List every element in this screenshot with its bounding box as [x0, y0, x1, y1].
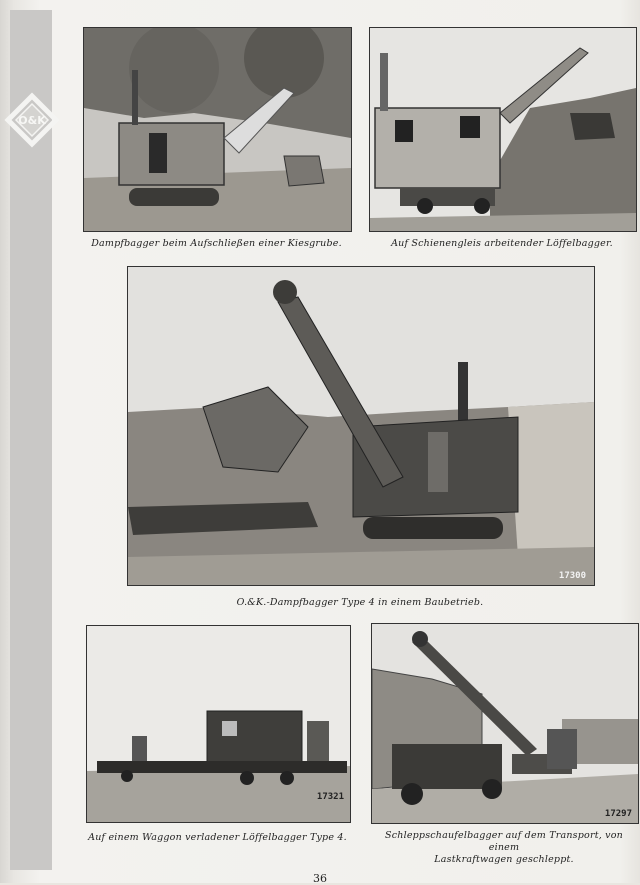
photo-steam-excavator-gravel-pit — [83, 27, 352, 232]
photo-1-image — [84, 28, 351, 231]
ok-diamond-logo-icon — [2, 90, 62, 150]
photo-5-image — [372, 624, 638, 823]
caption-photo-5-line2: Lastkraftwagen geschleppt. — [434, 854, 574, 865]
photo-5-plate-number: 17297 — [604, 809, 632, 819]
photo-4-plate-number: 17321 — [316, 792, 344, 802]
caption-photo-5 — [371, 830, 637, 866]
photo-4-image — [87, 626, 350, 822]
page-number: 36 — [313, 872, 327, 885]
photo-3-image — [128, 267, 594, 585]
photo-rail-shovel-excavator — [369, 27, 637, 232]
svg-text:O&K: O&K — [18, 114, 46, 127]
photo-3-plate-number: 17300 — [558, 571, 586, 581]
caption-photo-5-line1: Schleppschaufelbagger auf dem Transport, von einem — [385, 830, 623, 853]
caption-photo-3: O.&K.-Dampfbagger Type 4 in einem Baubetrieb. — [236, 597, 484, 608]
caption-photo-4: Auf einem Waggon verladener Löffelbagger Type 4. — [88, 832, 347, 843]
photo-ok-steam-excavator-type4 — [127, 266, 595, 586]
photo-dragline-towed-by-truck — [371, 623, 639, 824]
caption-photo-2: Auf Schienengleis arbeitender Löffelbagger. — [391, 238, 613, 249]
photo-excavator-on-wagon — [86, 625, 351, 823]
photo-2-image — [370, 28, 636, 231]
caption-photo-1: Dampfbagger beim Aufschließen einer Kiesgrube. — [91, 238, 342, 249]
